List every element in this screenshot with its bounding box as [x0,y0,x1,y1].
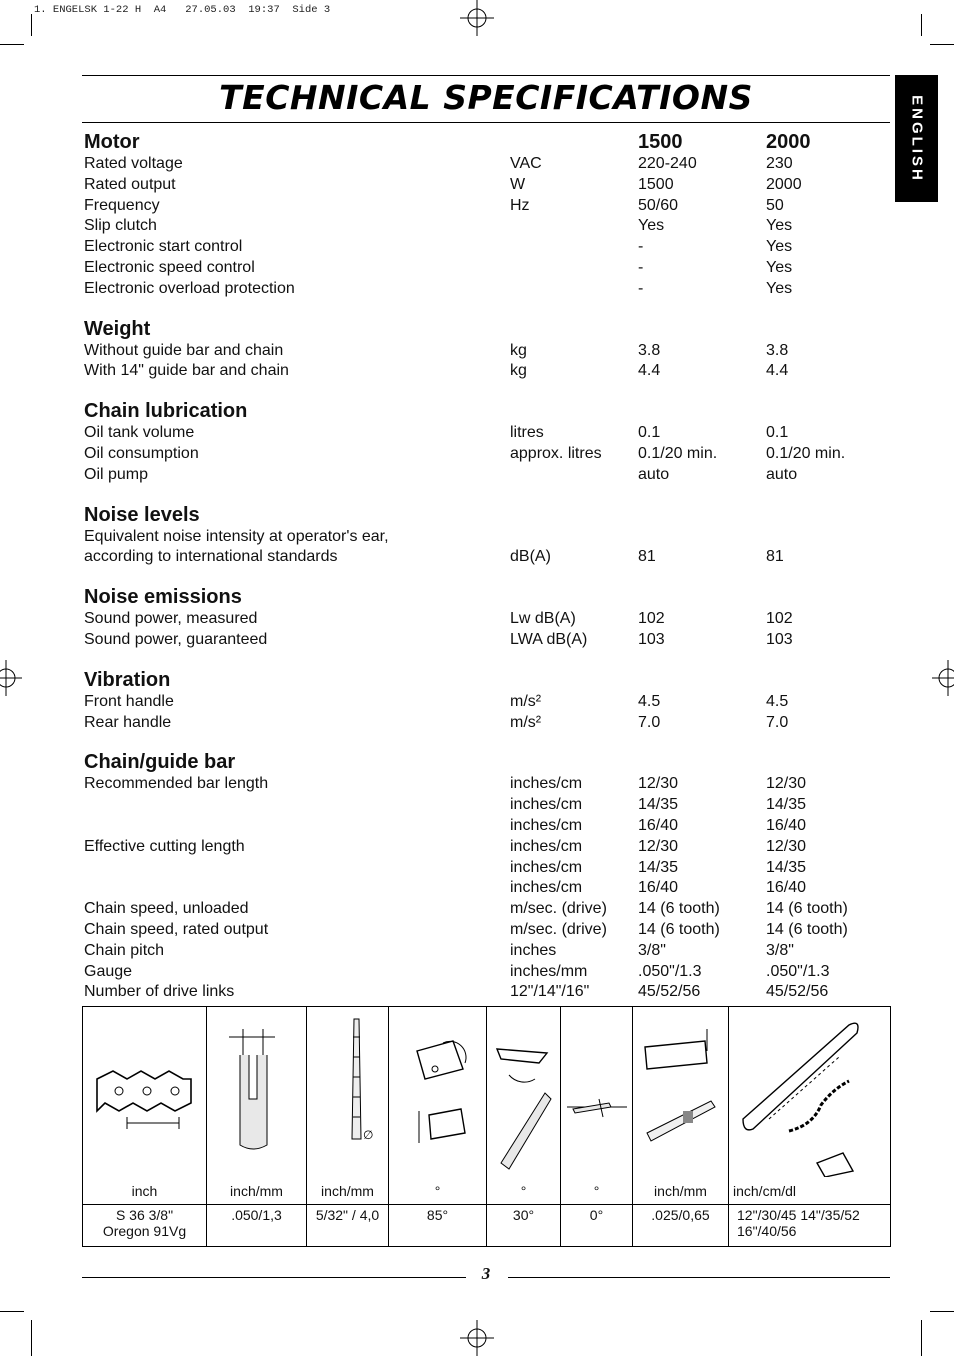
spec-section [84,751,884,1003]
spec-value-2000: 102 [766,610,793,628]
spec-row [84,962,884,983]
model-2000-heading: 2000 [766,131,811,153]
spec-column-header [84,131,884,154]
spec-unit: dB(A) [510,548,551,566]
spec-label: Number of drive links [84,983,235,1001]
spec-unit: LWA dB(A) [510,630,588,648]
spec-row [84,154,884,175]
chain-table-value [307,1207,388,1223]
spec-value-1500: 220-240 [638,155,697,172]
chain-table-value-line: S 36 3/8" [115,1207,174,1223]
spec-label: Oil consumption [84,444,199,462]
crop-mark [31,1320,32,1356]
spec-value-2000: Yes [766,217,793,235]
spec-value-1500: 4.4 [638,362,661,380]
spec-value-1500: 4.5 [638,692,661,710]
spec-row [84,774,884,795]
crop-mark [930,44,954,45]
spec-value-1500: 12/30 [638,775,679,793]
chain-table-value-line: Oregon 91Vg [102,1223,187,1239]
spec-unit: Hz [510,196,530,214]
chain-table-unit: inch/mm [321,1183,374,1199]
spec-row [84,361,884,382]
spec-row [84,920,884,941]
spec-value-2000: 2000 [766,175,802,193]
spec-value-1500: 14 (6 tooth) [638,920,720,938]
spec-unit: inches [510,941,557,959]
spec-row [84,196,884,217]
spec-value-1500: 50/60 [638,196,679,214]
spec-row [84,216,884,237]
spec-value-1500 [638,527,766,548]
title-bottom-rule [82,122,890,123]
spec-value-2000: 14 (6 tooth) [766,900,848,918]
title-top-rule [82,75,890,76]
spec-row [84,444,884,465]
spec-section [84,669,884,734]
spec-value-2000: Yes [766,279,793,297]
chain-table-value-line: 16"/40/56 [737,1223,797,1239]
chain-table-value-line: 5/32" / 4,0 [315,1207,380,1223]
spec-value-1500: 103 [638,630,665,648]
spec-value-2000: auto [766,465,798,483]
spec-label: Oil pump [84,465,149,483]
spec-value-2000: 7.0 [766,713,789,731]
spec-unit: m/sec. (drive) [510,920,607,938]
spec-label: Sound power, guaranteed [84,630,268,648]
spec-label: Electronic speed control [84,258,255,276]
spec-label: Gauge [84,962,133,980]
top-plate-angle-icon [389,1007,487,1182]
spec-value-1500: - [638,279,644,297]
spec-label: Sound power, measured [84,610,258,628]
spec-label: Electronic overload protection [84,279,295,297]
chain-table-cell [633,1007,729,1246]
spec-unit: litres [510,424,544,442]
spec-unit [510,258,638,279]
crop-mark [921,1320,922,1356]
file-diameter-icon [307,1007,389,1182]
chain-table-unit: inch/mm [654,1183,707,1199]
section-heading: Weight [84,317,151,340]
spec-value-1500: 14/35 [638,858,679,876]
section-heading: Noise levels [84,503,200,526]
spec-value-2000: 0.1/20 min. [766,444,846,462]
page-title: TECHNICAL SPECIFICATIONS [219,78,753,117]
spec-section [84,400,884,485]
print-slug: 1. ENGELSK 1-22 H A4 27.05.03 19:37 Side 3 [34,4,331,16]
chain-table-value [207,1207,306,1223]
spec-label [84,858,510,879]
crop-mark [0,1311,24,1312]
chain-table-unit: ° [520,1183,527,1199]
language-tab [895,75,938,202]
spec-row [84,795,884,816]
crop-mark [31,14,32,36]
chain-table-cell [487,1007,561,1246]
spec-value-1500: 1500 [638,175,674,193]
registration-mark-icon [456,0,498,38]
spec-label: Chain pitch [84,941,165,959]
chain-table-value-line: 85° [426,1207,449,1223]
section-heading: Chain lubrication [84,400,248,423]
spec-row [84,341,884,362]
spec-value-2000: 81 [766,548,784,566]
spec-value-1500: 14 (6 tooth) [638,900,720,918]
spec-value-1500: 3/8" [638,941,666,959]
spec-label: Electronic start control [84,238,243,256]
spec-value-2000: 4.4 [766,362,789,380]
spec-section [84,586,884,651]
spec-label: Front handle [84,692,174,710]
spec-label: Recommended bar length [84,775,269,793]
filing-angle-icon [487,1007,561,1182]
spec-value-2000: Yes [766,238,793,256]
spec-label [84,795,510,816]
spec-unit: m/s² [510,692,542,710]
spec-section [84,131,884,300]
spec-row [84,527,884,548]
spec-label: Chain speed, rated output [84,920,269,938]
chain-table-cell [83,1007,207,1246]
spec-label [84,878,510,899]
spec-unit: inches/cm [510,816,583,834]
spec-value-2000: 14/35 [766,858,807,876]
spec-unit: inches/cm [510,858,583,876]
spec-row [84,465,884,486]
spec-unit [510,465,638,486]
spec-section [84,504,884,569]
chain-table-cell [307,1007,389,1246]
spec-row [84,837,884,858]
gauge-icon [207,1007,307,1182]
spec-value-2000: 12/30 [766,837,807,855]
section-heading: Noise emissions [84,586,242,609]
spec-row [84,423,884,444]
spec-value-2000: Yes [766,258,793,276]
spec-label: Rated output [84,175,176,193]
chain-table-value [389,1207,486,1223]
spec-value-2000: 3.8 [766,341,789,359]
spec-label: Slip clutch [84,217,157,235]
spec-value-1500: 16/40 [638,879,679,897]
section-heading: Chain/guide bar [84,751,236,774]
spec-row [84,547,884,568]
footer-rule-right [508,1277,890,1278]
footer-rule-left [82,1277,466,1278]
spec-value-1500: 102 [638,610,665,628]
model-1500-heading: 1500 [638,131,683,153]
spec-label: Rear handle [84,713,172,731]
section-heading: Vibration [84,668,171,691]
crop-mark [0,44,24,45]
guide-bar-chain-icon [729,1007,891,1182]
spec-value-2000: 50 [766,196,784,214]
spec-label: Equivalent noise intensity at operator's ear, [84,527,389,545]
spec-unit: kg [510,341,527,359]
spec-value-1500: 14/35 [638,796,679,814]
chain-table-cell [389,1007,487,1246]
chain-table-value [83,1207,206,1239]
spec-unit [510,216,638,237]
spec-label: Chain speed, unloaded [84,900,249,918]
spec-row [84,692,884,713]
spec-section [84,318,884,383]
registration-mark-icon [0,658,24,698]
spec-label: Frequency [84,196,160,214]
spec-value-1500: .050"/1.3 [638,962,702,980]
spec-value-2000: 45/52/56 [766,983,829,1001]
spec-value-1500: auto [638,465,670,483]
spec-unit: m/sec. (drive) [510,900,607,918]
spec-value-2000: 12/30 [766,775,807,793]
spec-unit [510,237,638,258]
spec-value-1500: - [638,258,644,276]
chain-table-unit: inch/cm/dl [733,1183,797,1199]
spec-value-1500: 7.0 [638,713,661,731]
spec-list [84,131,884,1021]
chain-table-value-line: 0° [589,1207,604,1223]
spec-unit: approx. litres [510,444,602,462]
chain-table-value-line: .025/0,65 [651,1207,710,1223]
spec-unit: inches/mm [510,962,588,980]
spec-value-2000: 0.1 [766,424,789,442]
spec-unit: Lw dB(A) [510,610,576,628]
spec-unit: inches/cm [510,796,583,814]
chain-table-value [487,1207,560,1223]
spec-value-1500: 45/52/56 [638,983,701,1001]
spec-value-2000: 14 (6 tooth) [766,920,848,938]
spec-unit: inches/cm [510,837,583,855]
spec-value-2000: .050"/1.3 [766,962,830,980]
spec-unit: 12"/14"/16" [510,983,590,1001]
spec-label: according to international standards [84,548,338,566]
spec-row [84,279,884,300]
spec-value-1500: 16/40 [638,816,679,834]
chain-table-value [633,1207,728,1223]
chain-pitch-icon [83,1007,207,1182]
spec-value-2000: 3/8" [766,941,794,959]
spec-row [84,878,884,899]
chain-table-value-line: 30° [512,1207,535,1223]
chain-spec-table [82,1006,891,1247]
spec-value-2000: 16/40 [766,816,807,834]
registration-mark-icon [930,658,954,698]
spec-unit [510,527,638,548]
svg-text:∅: ∅ [363,1128,374,1142]
chain-table-unit: ° [593,1183,600,1199]
chain-table-unit: inch [131,1183,158,1199]
spec-label: Rated voltage [84,155,183,172]
spec-row [84,816,884,837]
crop-mark [921,14,922,36]
chain-table-unit: inch/mm [230,1183,283,1199]
spec-row [84,630,884,651]
crop-mark [930,1311,954,1312]
chain-table-value-line: .050/1,3 [231,1207,282,1223]
chain-table-value [561,1207,632,1223]
spec-value-1500: 0.1 [638,424,661,442]
spec-value-1500: 12/30 [638,837,679,855]
spec-unit: inches/cm [510,879,583,897]
spec-value-1500: 3.8 [638,341,661,359]
spec-label: Effective cutting length [84,837,245,855]
spec-unit [510,279,638,300]
spec-row [84,858,884,879]
spec-label: Oil tank volume [84,424,195,442]
file-tilt-icon [561,1007,633,1182]
registration-mark-icon [456,1320,498,1356]
spec-value-2000: 103 [766,630,793,648]
spec-value-1500: 0.1/20 min. [638,444,718,462]
chain-table-value-line: 12"/30/45 14"/35/52 [737,1207,860,1223]
spec-unit: VAC [510,155,542,172]
spec-row [84,175,884,196]
spec-label: Without guide bar and chain [84,341,284,359]
chain-table-unit: ° [434,1183,441,1199]
spec-unit: kg [510,362,527,380]
section-heading: Motor [84,131,140,153]
spec-value-2000 [766,527,884,548]
spec-unit: inches/cm [510,775,583,793]
spec-value-2000: 16/40 [766,879,807,897]
spec-value-1500: 81 [638,548,656,566]
language-tab-label: ENGLISH [908,94,925,183]
chain-table-cell [207,1007,307,1246]
spec-value-2000: 230 [766,155,793,172]
depth-gauge-icon [633,1007,729,1182]
spec-unit: m/s² [510,713,542,731]
spec-value-1500: - [638,238,644,256]
spec-value-1500: Yes [638,217,665,235]
chain-table-value [729,1207,891,1239]
spec-row [84,982,884,1003]
spec-label: With 14" guide bar and chain [84,362,289,380]
spec-row [84,899,884,920]
spec-row [84,609,884,630]
spec-row [84,713,884,734]
spec-unit: W [510,175,526,193]
spec-label [84,816,510,837]
spec-value-2000: 14/35 [766,796,807,814]
spec-row [84,941,884,962]
page-number: 3 [481,1264,491,1283]
spec-value-2000: 4.5 [766,692,789,710]
spec-row [84,258,884,279]
chain-table-cell [561,1007,633,1246]
spec-row [84,237,884,258]
chain-table-cell [729,1007,891,1246]
